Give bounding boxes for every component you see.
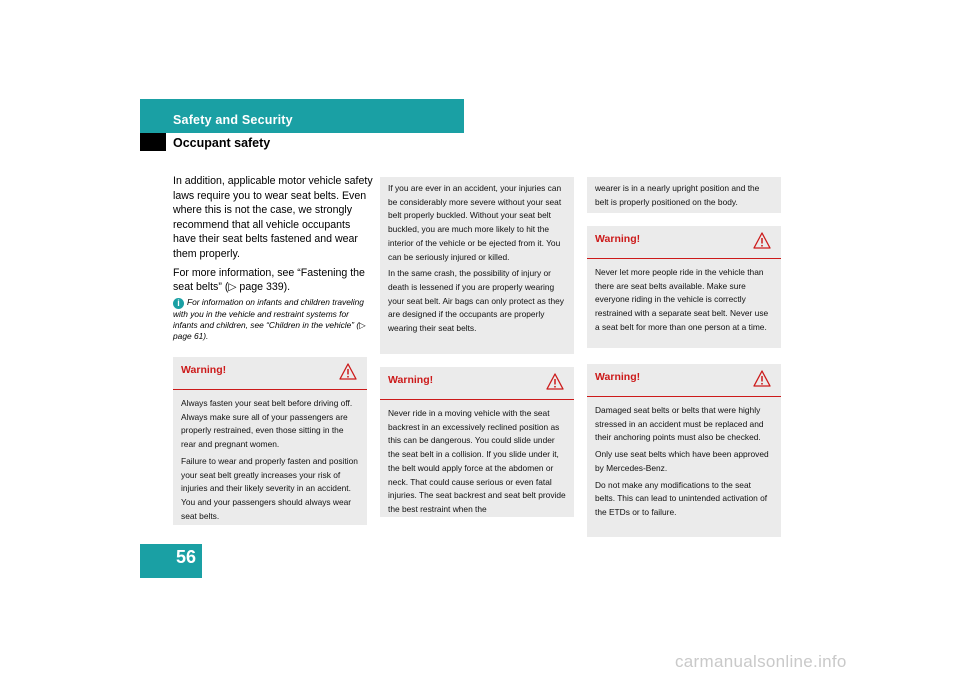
warning-box-seatbelt: [173, 357, 367, 525]
continued-warning-box: [380, 177, 574, 354]
warning-body: [173, 390, 367, 532]
warning-header: [587, 364, 781, 397]
continued-paragraph: If you are ever in an accident, your injuries can be considerably more severe without your seat belt properly buckled. Without your seat belt buckled, you are much more likely to hit the interior of the vehicle or be ejected from it. You can be seriously injured or killed.: [388, 183, 562, 262]
warning-paragraph: Do not make any modifications to the seat belts. This can lead to unintended activation of the ETDs or to failure.: [595, 479, 768, 517]
warning-header: [380, 367, 574, 400]
warning-triangle-icon: [753, 370, 771, 387]
continued-paragraph: In the same crash, the possibility of injury or death is lessened if you are properly wearing your seat belt. Air bags can only protect as they are designed if the occupants are properly wearing their seat belts.: [388, 268, 564, 334]
section-marker: [140, 133, 166, 151]
warning-body: [587, 397, 781, 529]
warning-label: Warning!: [595, 371, 641, 383]
intro-paragraph: In addition, applicable motor vehicle safety laws require you to wear seat belts. Even where this is not the case, we strongly recommend that all vehicle occupants have their seat belts fastened and wear them properly.: [173, 175, 373, 260]
continued-paragraph: wearer is in a nearly upright position and the belt is properly positioned on the body.: [595, 183, 760, 207]
watermark-text: carmanualsonline.info: [675, 652, 847, 671]
warning-body: [587, 259, 781, 344]
warning-triangle-icon: [546, 373, 564, 390]
warning-triangle-icon: [753, 232, 771, 249]
info-icon: i: [173, 298, 184, 309]
intro-paragraph-reference: For more information, see “Fastening the seat belts” (▷ page 339).: [173, 266, 365, 294]
warning-header: [173, 357, 367, 390]
continued-warning-box: [587, 177, 781, 213]
intro-text: [173, 174, 373, 299]
section-title: Safety and Security: [173, 113, 293, 127]
warning-paragraph: Always fasten your seat belt before driving off. Always make sure all of your passengers are properly restrained, even those sitting in the rear and pregnant women.: [181, 398, 353, 450]
warning-header: [587, 226, 781, 259]
warning-label: Warning!: [595, 233, 641, 245]
warning-box-reclined-seat: [380, 367, 574, 517]
page-number: 56: [175, 547, 196, 567]
warning-label: Warning!: [388, 374, 434, 386]
info-note-text: For information on infants and children traveling with you in the vehicle and restraint systems for infants and children, see “Children in the vehicle” (▷ page 61).: [173, 297, 366, 342]
warning-label: Warning!: [181, 364, 227, 376]
warning-body: [380, 400, 574, 526]
info-note: [173, 297, 373, 343]
warning-box-occupancy: [587, 226, 781, 348]
subsection-title: Occupant safety: [173, 136, 271, 150]
warning-paragraph: Damaged seat belts or belts that were highly stressed in an accident must be replaced and their anchoring points must also be checked.: [595, 405, 764, 443]
warning-paragraph: Only use seat belts which have been approved by Mercedes-Benz.: [595, 449, 769, 473]
warning-paragraph: Never let more people ride in the vehicle than there are seat belts available. Make sure everyone riding in the vehicle is correctly restrained with a separate seat belt. Never use a seat belt for more than one person at a time.: [595, 267, 769, 332]
warning-box-damaged-belts: [587, 364, 781, 537]
warning-triangle-icon: [339, 363, 357, 380]
warning-paragraph: Never ride in a moving vehicle with the seat backrest in an excessively reclined position as this can be dangerous. You could slide under the seat belt in a collision. If you slide under it, the belt would apply force at the abdomen or neck. That could cause serious or even fatal injuries. The seat backrest and seat belt provide the best restraint when the: [388, 408, 566, 514]
warning-paragraph: Failure to wear and properly fasten and position your seat belt greatly increases your risk of injuries and their likely severity in an accident. You and your passengers should always wear seat belts.: [181, 455, 358, 521]
